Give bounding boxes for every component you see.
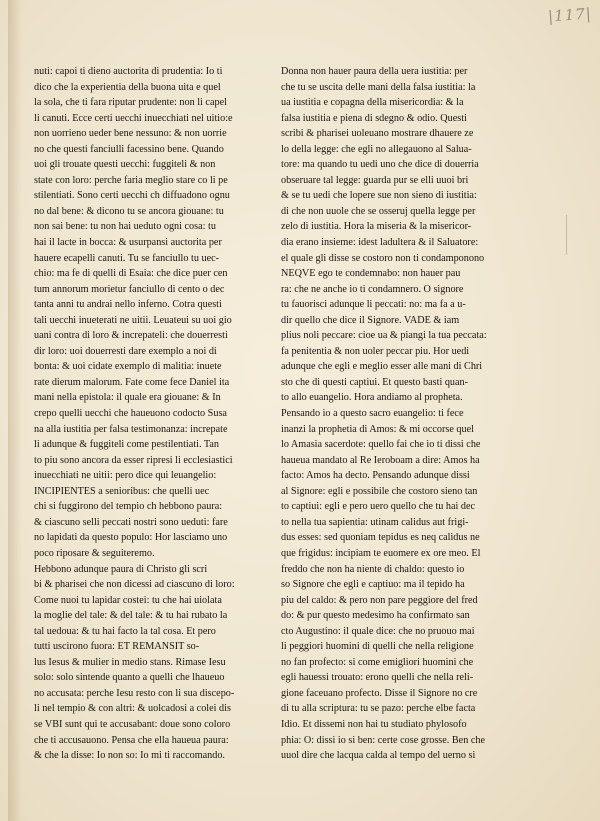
- text-line: non sai bene: tu non hai ueduto ogni cosa: tu: [34, 221, 216, 233]
- text-line: haueua mandato al Re Ieroboam a dire: Amos ha: [281, 454, 480, 466]
- text-line: tu fauorisci adunque li peccati: no: ma fa a u-: [281, 299, 466, 311]
- text-line: gione faceuano profecto. Disse il Signore no cre: [281, 687, 478, 699]
- text-line: state con loro: perche faria meglio stare co li pe: [34, 174, 228, 186]
- text-line: no dal bene: & dicono tu se ancora giouane: tu: [34, 205, 224, 217]
- text-line: que frigidus: incipiam te euomere ex ore meo. El: [281, 547, 481, 559]
- text-line: Hebbono adunque paura di Christo gli scri: [34, 563, 208, 575]
- text-line: tali uecchi inueterati ne uitii. Leuateui su uoi gio: [34, 314, 232, 326]
- text-line: uoi gli trouate questi uecchi: fuggiteli & non: [34, 159, 216, 171]
- text-line: di tu alla scriptura: tu se pazo: perche elbe facta: [281, 703, 476, 715]
- text-line: lus Iesus & mulier in medio stans. Rimase Iesu: [34, 656, 226, 668]
- text-line: no che questi fanciulli facessino bene. Quando: [34, 143, 224, 155]
- left-text-column: [34, 64, 262, 764]
- text-line: Pensando io a questo sacro euangelio: ti fece: [281, 408, 464, 420]
- text-line: al Signore: egli e possibile che costoro sieno tan: [281, 485, 478, 497]
- text-line: fa penitentia & non uoler peccar piu. Hor uedi: [281, 345, 470, 357]
- text-line: nuti: capoi ti dieno auctorita di prudentia: Io ti: [34, 66, 223, 77]
- text-line: na alla iustitia per falsa testimonanza: increpate: [34, 423, 228, 435]
- text-line: NEQVE ego te condemnabo: non hauer pau: [281, 268, 461, 280]
- text-line: tal uedoua: & tu hai facto la tal cosa. Et pero: [34, 625, 216, 637]
- text-line: so Signore che egli e captiuo: ma il tepido ha: [281, 579, 465, 591]
- page-edge-stain: [8, 0, 22, 821]
- text-line: zelo di iustitia. Hora la miseria & la misericor-: [281, 221, 472, 233]
- text-line: stilentiati. Sono certi uecchi ch diffuadono ognu: [34, 190, 230, 202]
- text-line: di che non uuole che se osseruj quella legge per: [281, 205, 476, 217]
- text-line: se VBI sunt qui te accusabant: doue sono coloro: [34, 718, 231, 730]
- text-line: non uorrieno ueder bene nessuno: & non uorrie: [34, 128, 227, 140]
- text-line: hai il lacte in bocca: & usurpansi auctorita per: [34, 237, 222, 249]
- text-line: falsa iustitia e piena di sdegno & odio. Questi: [281, 112, 467, 124]
- text-line: do: & pur questo medesimo ha confirmato san: [281, 610, 470, 622]
- text-line: tum annorum morietur fanciullo di cento o dec: [34, 283, 225, 295]
- text-line: cto Augustino: il quale dice: che no pruouo mai: [281, 625, 475, 637]
- text-line: lo Amasia sacerdote: quello fai che io ti dissi che: [281, 439, 481, 451]
- text-line: li adunque & fuggiteli come pestilentiati. Tan: [34, 439, 219, 451]
- text-line: obseruare tal legge: guarda pur se elli uuoi bri: [281, 174, 469, 186]
- text-line: plius noli peccare: cioe ua & piangi la tua peccata:: [281, 330, 487, 342]
- text-line: la sola, che ti fara riputar prudente: non li capel: [34, 97, 227, 109]
- text-line: & ciascuno selli peccati nostri sono ueduti: fare: [34, 516, 228, 528]
- text-line: rate dierum malorum. Fate come fece Daniel ita: [34, 376, 230, 388]
- text-line: facto: Amos ha decto. Pensando adunque dissi: [281, 470, 470, 482]
- text-line: & se tu uedi che lopere sue non sieno di iustitia:: [281, 190, 477, 202]
- folio-annotation: |117|: [547, 4, 593, 26]
- text-line: li canuti. Ecce certi uecchi inuecchiati nel uitio:e: [34, 112, 233, 124]
- text-line: no accusata: perche Iesu resto con li sua discepo-: [34, 687, 235, 699]
- text-line: dir quello che dice il Signore. VADE & iam: [281, 314, 460, 326]
- text-line: tanta anni tu andrai nello inferno. Cotra questi: [34, 299, 222, 311]
- text-line: solo: solo sintende quanto a quelli che lhaueuo: [34, 672, 225, 684]
- text-line: poco riposare & seguiteremo.: [34, 547, 155, 559]
- text-line: to piu sono ancora da esser ripresi li ecclesiastici: [34, 454, 233, 466]
- text-line: to allo euangelio. Hora andiamo al propheta.: [281, 392, 463, 404]
- text-line: dir loro: uoi douerresti dare exemplo a noi di: [34, 345, 217, 357]
- text-line: phia: O: dissi io si ben: certe cose grosse. Ben che: [281, 734, 485, 746]
- right-text-column: [281, 64, 521, 764]
- text-line: uani contra di loro & increpateli: che douerresti: [34, 330, 228, 342]
- text-line: no lapidati da questo populo: Hor lasciamo uno: [34, 532, 228, 544]
- text-line: che ti accusauono. Pensa che ella haueua paura:: [34, 734, 229, 746]
- text-line: piu del caldo: & pero non pare peggiore del fred: [281, 594, 478, 606]
- text-line: la moglie del tale: & del tale: & tu hai rubato la: [34, 610, 228, 622]
- text-line: scribi & pharisei uoleuano mostrare dhauere ze: [281, 128, 474, 140]
- text-line: Come nuoi tu lapidar costei: tu che hai uiolata: [34, 594, 222, 606]
- text-line: inuecchiati ne uitii: pero dice qui leuangelio:: [34, 470, 217, 482]
- text-line: el quale gli disse se costoro non ti condamponono: [281, 252, 485, 264]
- text-line: adunque che egli e meglio esser alle mani di Chri: [281, 361, 483, 373]
- text-line: chi si fuggirono del tempio ch hebbono paura:: [34, 501, 223, 513]
- margin-mark: [566, 215, 567, 255]
- text-line: Idio. Et dissemi non hai tu studiato phylosofo: [281, 718, 467, 730]
- text-line: dico che la experientia della buona uita e quel: [34, 81, 221, 93]
- text-line: li peggiori huomini di quelli che nella religione: [281, 641, 474, 653]
- text-line: crepo quelli uecchi che haueuono codocto Susa: [34, 408, 227, 420]
- text-line: Donna non hauer paura della uera iustitia: per: [281, 66, 468, 77]
- text-line: lo della legge: che egli no allegauono al Salua-: [281, 143, 472, 155]
- text-line: uuol dire che lacqua calda al tempo del uerno si: [281, 750, 476, 762]
- text-line: & che la disse: Io non so: Io mi ti raccomando.: [34, 750, 225, 762]
- text-line: dus esses: sed quoniam tepidus es neq calidus ne: [281, 532, 480, 544]
- text-line: dia erano insieme: idest ladultera & il Saluatore:: [281, 237, 479, 249]
- text-line: inanzi la prophetia di Amos: & mi occorse quel: [281, 423, 474, 435]
- text-line: tutti uscirono fuora: ET REMANSIT so-: [34, 641, 200, 653]
- text-line: li nel tempio & con altri: & uolcadosi a colei dis: [34, 703, 231, 715]
- text-line: INCIPIENTES a senioribus: che quelli uec: [34, 485, 210, 497]
- text-line: ra: che ne anche io ti condamnero. O signore: [281, 283, 464, 295]
- text-line: chio: ma fe di quelli di Esaia: che dice puer cen: [34, 268, 228, 280]
- text-line: to captiui: egli e pero uero quello che tu hai dec: [281, 501, 476, 513]
- text-line: freddo che non ha niente di chaldo: questo io: [281, 563, 465, 575]
- text-line: no fan profecto: si come emigliori huomini che: [281, 656, 474, 668]
- text-line: mani nella epistola: il quale era giouane: & In: [34, 392, 221, 404]
- text-line: to nella tua sapientia: utinam calidus aut frigi-: [281, 516, 469, 528]
- text-line: hauere ecapelli canuti. Tu se fanciullo tu uec-: [34, 252, 220, 264]
- text-line: sto che di questi captiui. Et questo basti quan-: [281, 376, 469, 388]
- text-line: tore: ma quando tu uedi uno che dice di douerria: [281, 159, 479, 171]
- text-line: bonta: & uoi cidate exemplo di malitia: inuete: [34, 361, 222, 373]
- text-line: egli hauessi trouato: erono quelli che nella reli-: [281, 672, 474, 684]
- text-line: ua iustitia e copagna della misericordia: & la: [281, 97, 464, 109]
- text-line: bi & pharisei che non dicessi ad ciascuno di loro:: [34, 579, 235, 591]
- text-line: che tu se uscita delle mani della falsa iustitia: la: [281, 81, 476, 93]
